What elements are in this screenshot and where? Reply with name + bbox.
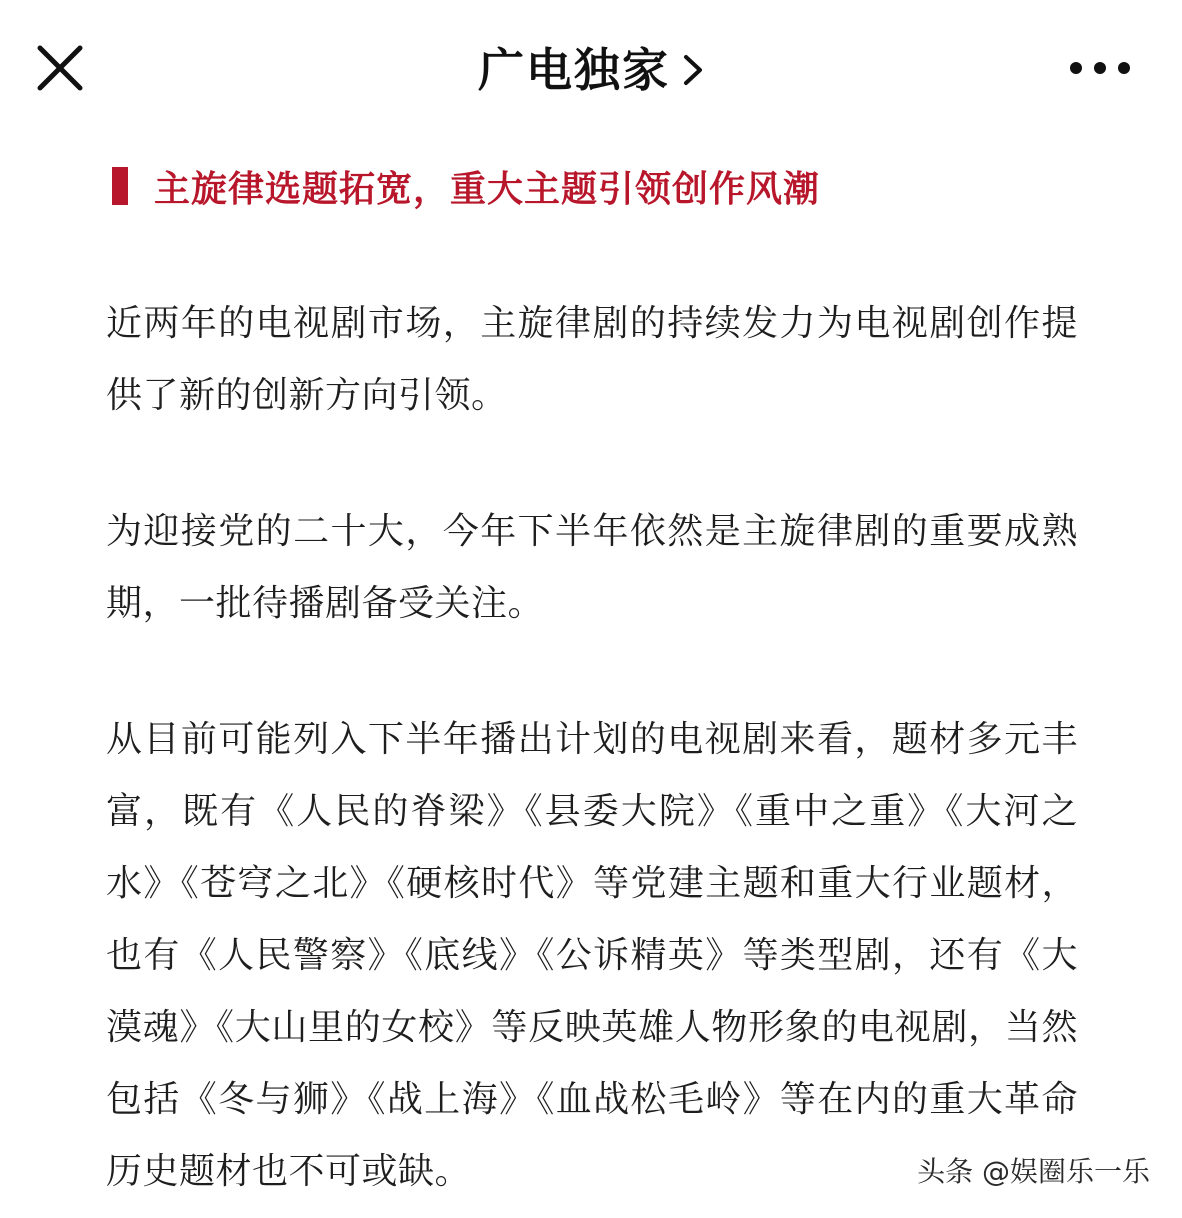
article-paragraph-3: 从目前可能列入下半年播出计划的电视剧来看，题材多元丰富，既有《人民的脊梁》《县委大院》《重中之重》《大河之水》《苍穹之北》《硬核时代》等党建主题和重大行业题材，也有《人民警察》《底线》《公诉精英》等类型剧，还有《大漠魂》《大山里的女校》等反映英雄人物形象的电视剧，当然包括《冬与狮》《战上海》《血战松毛岭》等在内的重大革命历史题材也不可或缺。 <box>106 719 1078 1192</box>
more-horizontal-icon <box>1066 50 1134 86</box>
top-navigation-bar <box>0 0 1182 140</box>
account-title: 广电独家 <box>478 43 670 97</box>
section-heading-text: 主旋律选题拓宽，重大主题引领创作风潮 <box>154 168 821 210</box>
section-heading <box>112 160 820 212</box>
chevron-right-icon <box>682 53 704 87</box>
more-options-button[interactable] <box>1066 50 1134 86</box>
article-paragraph-2: 为迎接党的二十大，今年下半年依然是主旋律剧的重要成熟期，一批待播剧备受关注。 <box>106 511 1078 624</box>
heading-accent-bar <box>112 167 128 205</box>
watermark: 头条 @娱圈乐一乐 <box>913 1150 1154 1190</box>
article-paragraph-1: 近两年的电视剧市场，主旋律剧的持续发力为电视剧创作提供了新的创新方向引领。 <box>106 303 1078 416</box>
account-title-link[interactable] <box>478 38 704 102</box>
